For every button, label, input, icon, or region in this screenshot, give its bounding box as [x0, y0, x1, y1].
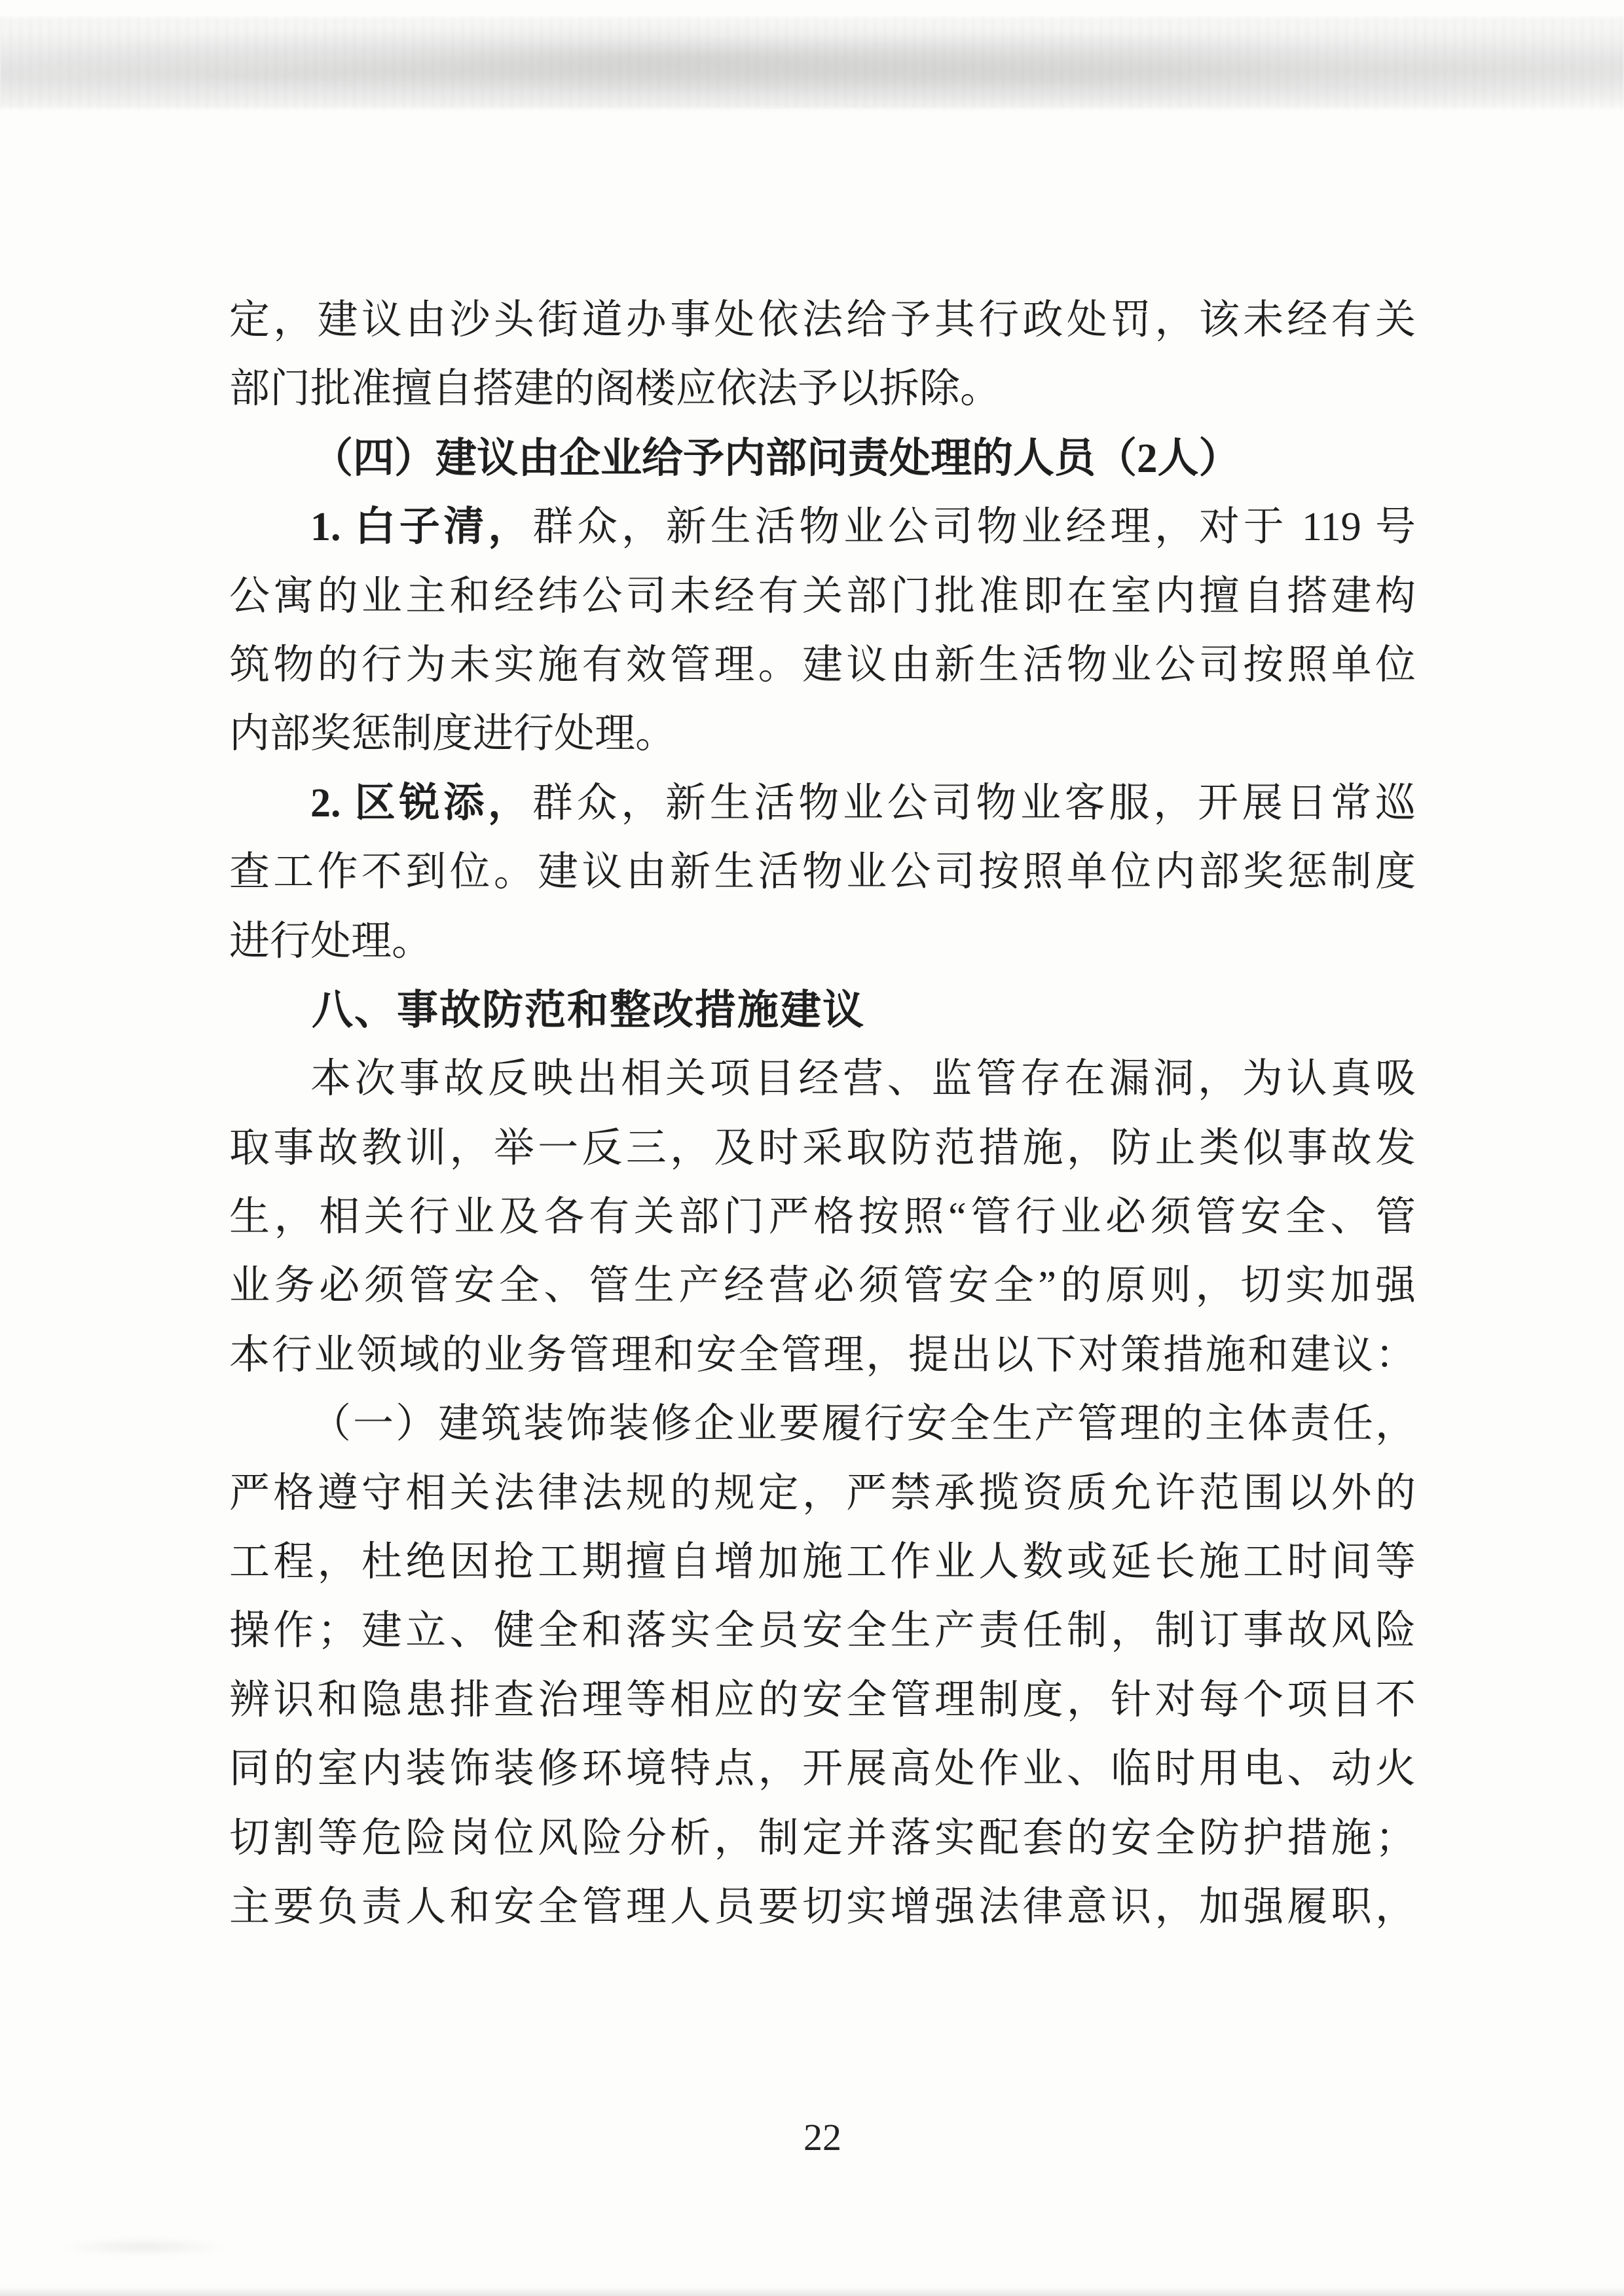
report-line: 筑物的行为未实施有效管理。建议由新生活物业公司按照单位 — [229, 642, 1416, 687]
person-2-name: 2. 区锐添， — [310, 780, 532, 826]
report-text-block — [229, 286, 1416, 1942]
section-heading-prevention-measures: 八、事故防范和整改措施建议 — [312, 987, 865, 1033]
report-line: 公寓的业主和经纬公司未经有关部门批准即在室内擅自搭建构 — [229, 574, 1416, 619]
page-footer — [229, 2116, 1416, 2159]
report-line: 生，相关行业及各有关部门严格按照“管行业必须管安全、管 — [229, 1195, 1416, 1240]
report-line: 严格遵守相关法律法规的规定，严禁承揽资质允许范围以外的 — [229, 1470, 1416, 1516]
report-line: 查工作不到位。建议由新生活物业公司按照单位内部奖惩制度 — [229, 850, 1416, 895]
report-line: 切割等危险岗位风险分析，制定并落实配套的安全防护措施； — [229, 1815, 1416, 1861]
scan-artifact-bottom — [0, 2287, 1624, 2296]
report-line: （一）建筑装饰装修企业要履行安全生产管理的主体责任， — [310, 1402, 1416, 1447]
report-line: 辨识和隐患排查治理等相应的安全管理制度，针对每个项目不 — [229, 1677, 1416, 1722]
report-line: 定，建议由沙头街道办事处依法给予其行政处罚，该未经有关 — [229, 298, 1416, 342]
report-line: 主要负责人和安全管理人员要切实增强法律意识，加强履职， — [229, 1884, 1416, 1929]
person-1-description: 群众，新生活物业公司物业经理，对于 119 号 — [532, 505, 1416, 550]
report-line: 同的室内装饰装修环境特点，开展高处作业、临时用电、动火 — [229, 1747, 1416, 1792]
report-line: 操作；建立、健全和落实全员安全生产责任制，制订事故风险 — [229, 1609, 1416, 1654]
person-2-description: 群众，新生活物业公司物业客服，开展日常巡 — [532, 780, 1416, 826]
scan-artifact-corner — [59, 2237, 229, 2257]
report-line: 业务必须管安全、管生产经营必须管安全”的原则，切实加强 — [229, 1264, 1416, 1309]
scan-artifact-top — [0, 17, 1624, 109]
report-line: 本次事故反映出相关项目经营、监管存在漏洞，为认真吸 — [310, 1057, 1416, 1102]
report-line — [229, 769, 1416, 838]
report-line: 部门批准擅自搭建的阁楼应依法予以拆除。 — [229, 367, 1001, 412]
report-line: 进行处理。 — [229, 919, 433, 964]
section-heading-internal-accountability: （四）建议由企业给予内部问责处理的人员（2人） — [312, 435, 1240, 481]
person-1-name: 1. 白子清， — [310, 505, 533, 550]
report-line: 工程，杜绝因抢工期擅自增加施工作业人数或延长施工时间等 — [229, 1540, 1416, 1585]
page-number: 22 — [803, 2116, 841, 2159]
report-line: 内部奖惩制度进行处理。 — [229, 712, 676, 757]
report-line — [229, 493, 1416, 562]
report-line: 本行业领域的业务管理和安全管理，提出以下对策措施和建议： — [229, 1332, 1416, 1377]
report-line: 取事故教训，举一反三，及时采取防范措施，防止类似事故发 — [229, 1125, 1416, 1171]
